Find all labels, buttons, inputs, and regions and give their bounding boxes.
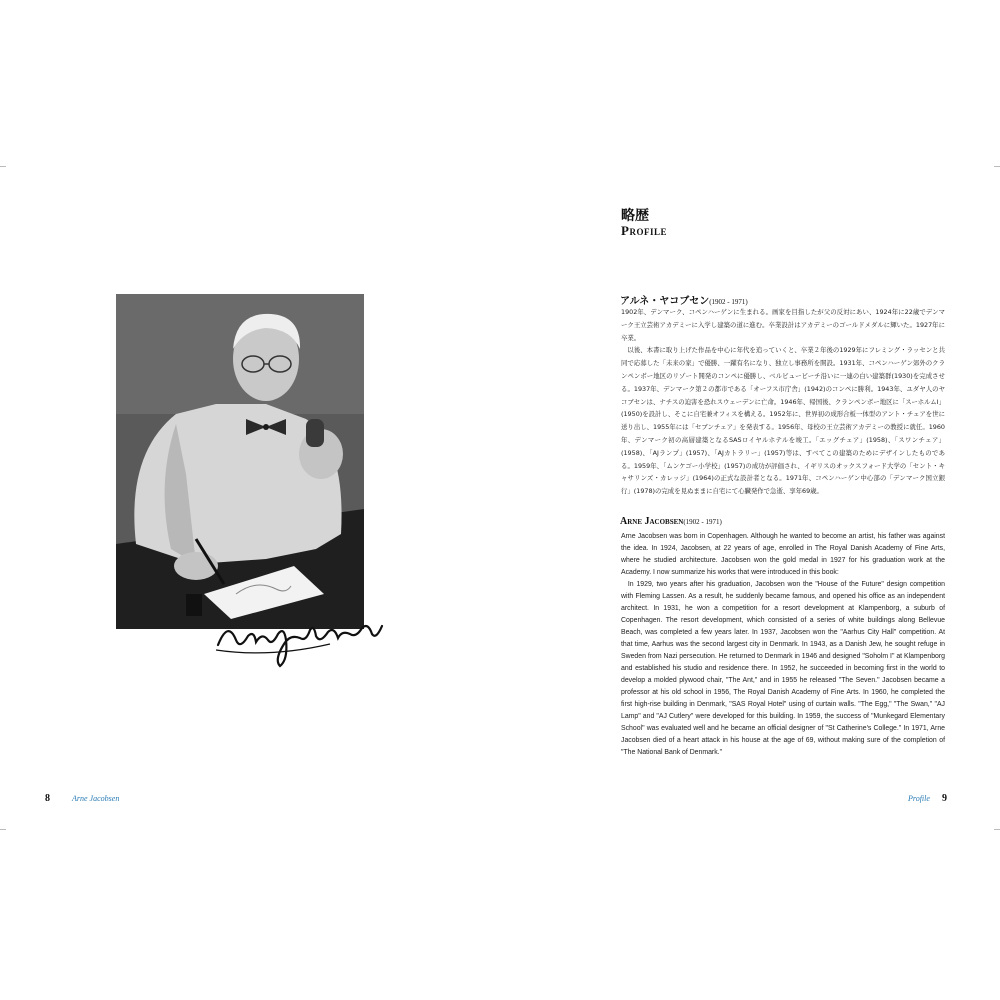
page-number-left: 8 bbox=[45, 793, 50, 804]
crop-mark bbox=[0, 829, 6, 830]
crop-mark bbox=[994, 829, 1000, 830]
biography-ja-paragraph: 以後、本書に取り上げた作品を中心に年代を追っていくと、卒業２年後の1929年にフレミング・ラッセンと共同で応募した「未来の家」で優勝、一躍有名になり、独立し事務所を開設。1931年、コペンハーゲン郊外のクランペンボー地区のリゾート開発のコンペに優勝し、ベルビュービーチ沿いに一連の白い建築群(1930)を完成させる。1937年、デンマーク第２の都市である「オーフス市庁舎」(1942)のコンペに勝利。1943年、ユダヤ人のヤコブセンは、ナチスの迫害を恐れスウェーデンに亡命。1946年、帰国後、クランペンボー地区に「スーホルムⅠ」(1950)を設計し、そこに自宅兼オフィスを構える。1952年に、世界初の成形合板一体型のアント・チェアを世に送り出し、1955年には「セブンチェア」を発表する。1956年、母校の王立芸術アカデミーの教授に就任。1960年、デンマーク初の高層建築となるSASロイヤルホテルを竣工。「エッグチェア」(1958)、「スワンチェア」(1958)、「AJランプ」(1957)、「AJカトラリー」(1957)等は、すべてこの建築のためにデザインしたものである。1959年、「ムンケゴー小学校」(1957)の成功が評価され、イギリスのオックスフォード大学の「セント・キャサリンズ・カレッジ」(1964)の正式な設計者となる。1971年、コペンハーゲン中心部の「デンマーク国立銀行」(1978)の完成を見ぬままに自宅にて心臓発作で急逝、享年69歳。 bbox=[621, 346, 945, 496]
biography-en-paragraph: In 1929, two years after his graduation, Jacobsen won the "House of the Future" design competition with Fleming Lassen. As a result, he suddenly became famous, and opened his office as an independent architect. In 1931, he won a competition for a resort development at Klampenborg, a suburb of Copenhagen. The resort development, which consisted of a series of white buildings along Bellevue Beach, was completed a few years later. In 1937, Jacobsen won the "Aarhus City Hall" competition. At that time, Aarhus was the second largest city in Denmark. In 1943, as a Danish Jew, he sought refuge in Sweden from Nazi persecution. He returned to Denmark in 1946 and designed "Soholm I" at Klampenborg and established his studio and residence there. In 1952, he succeeded in becoming first in the world to develop a molded plywood chair, "The Ant," and in 1955 he released "The Seven." Jacobsen became a professor at his old school in 1956, The Royal Danish Academy of Fine Arts. In 1960, he completed the first high-rise building in Denmark, "SAS Royal Hotel" using of curtain walls. "The Egg," "The Swan," "AJ Lamp" and "AJ Cutlery" were developed for this building. In 1959, the success of "Munkegard Elementary School" was evaluated well and he became an official designer of "St Catherine's College." In 1971, Arne Jacobsen died of a heart attack in his house at the age of 69, without making sure of the completion of "The National Bank of Denmark." bbox=[621, 581, 945, 756]
section-title-en-years: (1902 - 1971) bbox=[683, 518, 722, 526]
profile-heading-ja: 略歴 bbox=[621, 208, 649, 224]
section-title-en bbox=[620, 516, 722, 527]
profile-heading-en: Profile bbox=[621, 223, 667, 238]
page-number-right: 9 bbox=[942, 793, 947, 804]
section-title-ja bbox=[620, 292, 748, 307]
section-title-ja-years: (1902 - 1971) bbox=[709, 298, 748, 306]
running-head-right: Profile bbox=[908, 794, 930, 803]
biography-ja bbox=[621, 306, 945, 498]
biography-en-paragraph: Arne Jacobsen was born in Copenhagen. Although he wanted to become an artist, his father was against the idea. In 1924, Jacobsen, at 22 years of age, enrolled in The Royal Danish Academy of Fine Arts, where he studied architecture. Jacobsen won the gold medal in 1927 for his graduation work at the Academy. I now summarize his works that were introduced in this book: bbox=[621, 533, 945, 576]
signature-image bbox=[210, 600, 390, 670]
running-head-left: Arne Jacobsen bbox=[72, 794, 120, 803]
section-title-ja-name: アルネ・ヤコブセン bbox=[620, 296, 710, 307]
biography-ja-paragraph: 1902年、デンマーク、コペンハーゲンに生まれる。画家を目指したが父の反対にあい、1924年に22歳でデンマーク王立芸術アカデミーに入学し建築の道に進む。卒業設計はアカデミーのゴールドメダルに輝いた。1927年に卒業。 bbox=[621, 308, 945, 342]
portrait-photo bbox=[116, 294, 364, 629]
crop-mark bbox=[994, 166, 1000, 167]
section-title-en-name: Arne Jacobsen bbox=[620, 516, 684, 527]
biography-en bbox=[621, 531, 945, 759]
crop-mark bbox=[0, 166, 6, 167]
